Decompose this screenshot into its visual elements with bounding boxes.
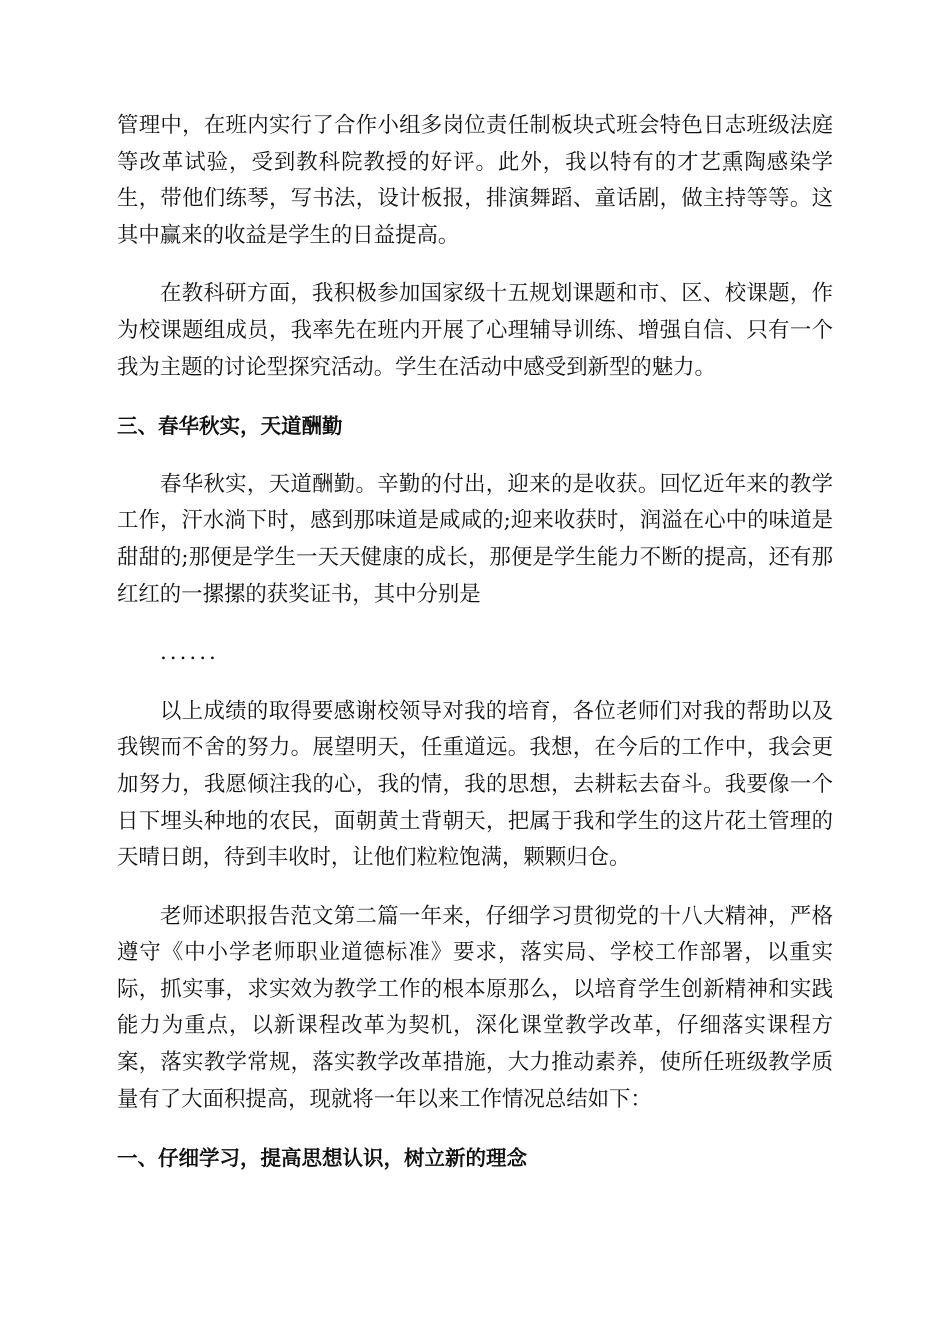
- paragraph-second-report-intro: 老师述职报告范文第二篇一年来，仔细学习贯彻党的十八大精神，严格遵守《中小学老师职业道德标准》要求，落实局、学校工作部署，以重实际，抓实事，求实效为教学工作的根本原那么，以培育学生创新精神和实践能力为重点，以新课程改革为契机，深化课堂教学改革，仔细落实课程方案，落实教学常规，落实教学改革措施，大力推动素养，使所任班级教学质量有了大面积提高，现就将一年以来工作情况总结如下：: [117, 903, 833, 1112]
- section-heading-1: 一、仔细学习，提高思想认识，树立新的理念: [117, 1146, 527, 1171]
- ellipsis-placeholder: ......: [160, 640, 219, 666]
- document-page: [117, 108, 833, 1199]
- paragraph-research: 在教科研方面，我积极参加国家级十五规划课题和市、区、校课题，作为校课题组成员，我率先在班内开展了心理辅导训练、增强自信、只有一个我为主题的讨论型探究活动。学生在活动中感受到新型的魅力。: [117, 281, 833, 380]
- section-heading-3: 三、春华秋实，天道酬勤: [117, 414, 343, 439]
- paragraph-thanks: 以上成绩的取得要感谢校领导对我的培育，各位老师们对我的帮助以及我锲而不舍的努力。展望明天，任重道远。我想，在今后的工作中，我会更加努力，我愿倾注我的心，我的情，我的思想，去耕耘去奋斗。我要像一个日下埋头种地的农民，面朝黄土背朝天，把属于我和学生的这片花土管理的天晴日朗，待到丰收时，让他们粒粒饱满，颗颗归仓。: [117, 698, 833, 871]
- paragraph-reform-experiments: 管理中，在班内实行了合作小组多岗位责任制板块式班会特色日志班级法庭等改革试验，受到教科院教授的好评。此外，我以特有的才艺熏陶感染学生，带他们练琴，写书法，设计板报，排演舞蹈、童话剧，做主持等等。这其中赢来的收益是学生的日益提高。: [117, 113, 833, 248]
- paragraph-harvest: 春华秋实，天道酬勤。辛勤的付出，迎来的是收获。回忆近年来的教学工作，汗水淌下时，感到那味道是咸咸的;迎来收获时，润溢在心中的味道是甜甜的;那便是学生一天天健康的成长，那便是学生能力不断的提高，还有那红红的一摞摞的获奖证书，其中分别是: [117, 471, 833, 607]
